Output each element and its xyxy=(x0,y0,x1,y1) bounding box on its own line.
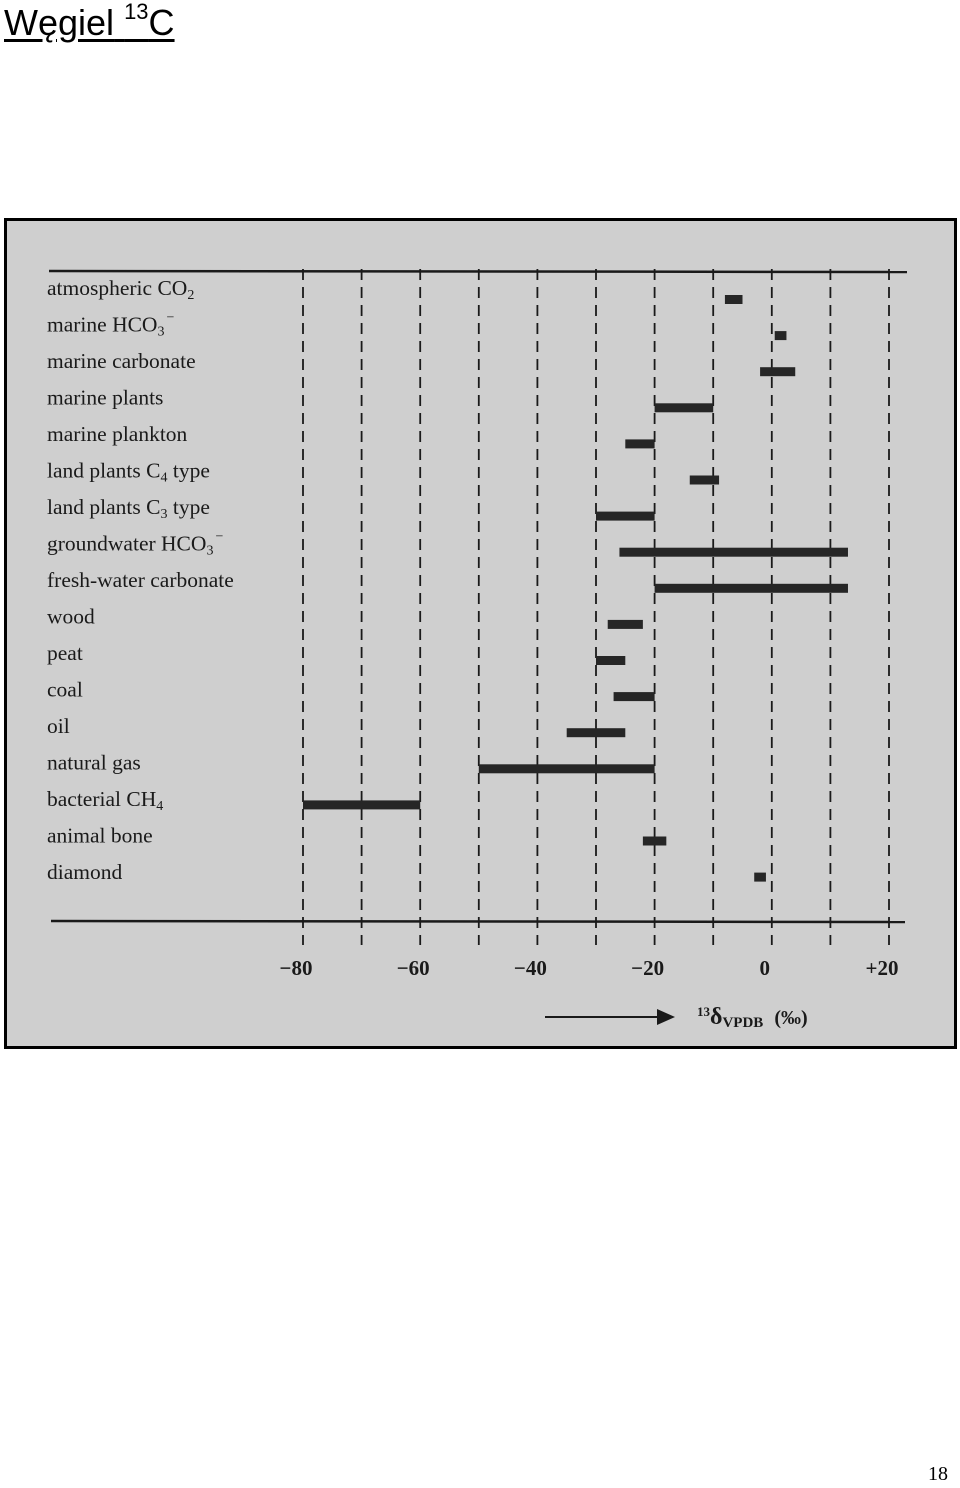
row-label: peat xyxy=(47,641,83,665)
row-label: natural gas xyxy=(47,750,141,775)
range-bar xyxy=(596,656,625,665)
row-label: diamond xyxy=(47,860,123,884)
x-tick-label: −60 xyxy=(396,956,430,980)
row-label: marine plants xyxy=(47,385,164,410)
row-label: oil xyxy=(47,714,70,738)
range-bar xyxy=(608,620,643,629)
isotope-range-chart xyxy=(7,221,954,1046)
range-bar xyxy=(725,295,743,304)
top-rule xyxy=(49,271,907,272)
row-label: atmospheric CO2 xyxy=(47,276,195,303)
row-label: wood xyxy=(47,604,95,629)
x-axis-title xyxy=(545,1004,808,1031)
tick-label-layer xyxy=(280,956,899,980)
range-bar xyxy=(614,692,655,701)
row-label-layer xyxy=(47,276,234,884)
row-label: coal xyxy=(47,677,83,702)
range-bar xyxy=(754,873,766,882)
title-tail: C xyxy=(148,2,175,43)
x-tick-label: 0 xyxy=(759,956,771,980)
page-number: 18 xyxy=(928,1463,948,1485)
figure-frame xyxy=(4,218,957,1049)
row-label: fresh-water carbonate xyxy=(47,568,234,592)
range-bar xyxy=(775,331,787,340)
row-label: marine plankton xyxy=(47,422,188,446)
title-superscript: 13 xyxy=(124,0,149,24)
row-label: marine carbonate xyxy=(47,349,196,373)
range-bar xyxy=(690,476,719,485)
range-bar xyxy=(760,367,795,376)
range-bar xyxy=(625,439,654,448)
range-bar xyxy=(303,800,420,809)
row-label: land plants C3 type xyxy=(47,495,210,522)
range-bar xyxy=(655,584,848,593)
row-label: marine HCO3− xyxy=(47,310,175,340)
range-bar xyxy=(567,728,626,737)
bar-layer xyxy=(303,295,848,882)
range-bar xyxy=(479,764,655,773)
grid-layer xyxy=(303,269,889,945)
title-main: Węgiel xyxy=(4,2,115,43)
range-bar xyxy=(643,837,666,846)
x-tick-label: −80 xyxy=(279,956,313,980)
row-label: animal bone xyxy=(47,823,153,848)
range-bar xyxy=(596,512,655,521)
page-title xyxy=(4,2,175,44)
x-tick-label: −40 xyxy=(513,956,547,980)
x-tick-label: −20 xyxy=(631,956,665,980)
x-axis-label: $^{13}$δVPDB (‰) xyxy=(697,1004,808,1031)
bottom-rule xyxy=(51,921,905,922)
x-tick-label: +20 xyxy=(865,956,899,980)
row-label: groundwater HCO3− xyxy=(47,529,224,559)
range-bar xyxy=(619,548,848,557)
row-label: land plants C4 type xyxy=(47,458,210,486)
row-label: bacterial CH4 xyxy=(47,787,164,814)
range-bar xyxy=(655,403,714,412)
axis-arrow-head xyxy=(657,1009,675,1025)
